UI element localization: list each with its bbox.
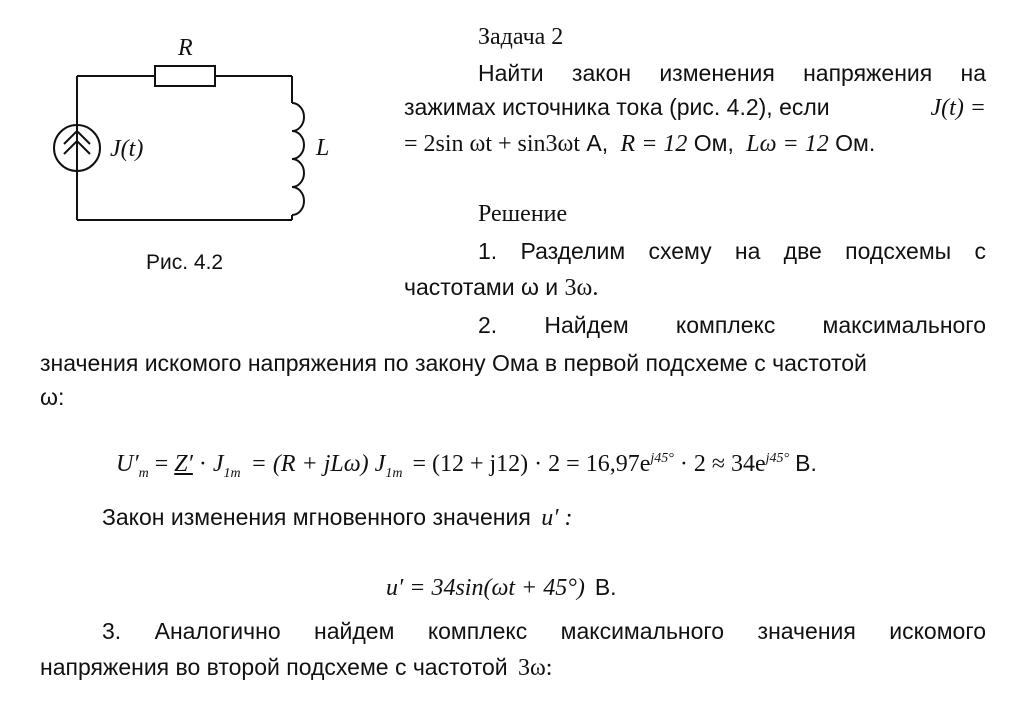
step2-line-1 xyxy=(478,314,986,337)
figure-caption: Рис. 4.2 xyxy=(146,251,224,274)
eq1-exp-1: j45° xyxy=(650,451,674,466)
task-line-3-r: R = 12 xyxy=(620,131,688,157)
eq1-current-2: $J_{1m}$ xyxy=(374,451,403,481)
step1-line-1-text: 1. Разделим схему на две подсхемы с xyxy=(478,238,986,264)
eq2-unit: В. xyxy=(594,574,617,600)
step3-symbol: 3ω: xyxy=(517,655,553,681)
solution-heading: Решение xyxy=(478,201,568,227)
step3-line-1-text: 3. Аналогично найдем комплекс максимального значения искомого xyxy=(102,618,986,644)
step1-line-2-symbol: 3ω. xyxy=(564,275,599,301)
eq1-numeric: = (12 + j12) · 2 = 16,97e xyxy=(412,451,651,477)
step3-line-2-text: напряжения во второй подсхеме с частотой xyxy=(40,654,508,680)
task-title: Задача 2 xyxy=(478,24,564,50)
task-line-3-unit-a: А, xyxy=(586,130,609,156)
step1-line-2-text: частотами ω и xyxy=(404,274,559,300)
task-line-2-formula: J(t) = xyxy=(930,95,986,121)
eq1-unit: В. xyxy=(795,450,817,476)
task-line-3-ohm-1: Ом, xyxy=(693,130,734,156)
task-line-2 xyxy=(404,96,986,120)
step2-line-2: значения искомого напряжения по закону Ома в первой подсхеме с частотой xyxy=(40,350,867,376)
step2-line-1-text: 2. Найдем комплекс максимального xyxy=(478,312,986,338)
eq1-equals: = xyxy=(154,451,175,477)
eq2-formula: u′ = 34sin(ωt + 45°) xyxy=(386,575,585,601)
step2-line-3: ω: xyxy=(40,384,65,410)
task-line-3-ohm-2: Ом. xyxy=(835,130,876,156)
circuit-diagram xyxy=(40,28,360,238)
step1-line-2 xyxy=(404,276,598,300)
step3-line-1 xyxy=(102,620,986,643)
task-line-3 xyxy=(404,132,875,156)
task-line-1 xyxy=(478,62,986,85)
task-line-3-formula: = 2sin ωt + sin3ωt xyxy=(404,131,581,157)
step1-line-1 xyxy=(478,240,986,263)
equation-2 xyxy=(386,574,617,602)
eq1-current: $J_{1m}$ xyxy=(212,451,241,481)
eq1-mid: = (R + jLω) xyxy=(250,451,369,477)
source-label: J(t) xyxy=(110,136,144,162)
eq1-tail: · 2 ≈ 34e xyxy=(673,451,766,477)
law-line xyxy=(102,506,572,530)
task-line-2-text: зажимах источника тока (рис. 4.2), если xyxy=(404,94,830,120)
eq1-dot: · xyxy=(198,451,213,477)
inductor xyxy=(292,103,304,215)
task-line-3-lw: Lω = 12 xyxy=(746,131,829,157)
resistor xyxy=(155,66,215,86)
resistor-label: R xyxy=(178,35,193,61)
inductor-label: L xyxy=(316,135,330,161)
eq1-impedance: Z′ xyxy=(174,451,193,477)
step3-line-2 xyxy=(40,656,552,680)
law-text: Закон изменения мгновенного значения xyxy=(102,504,531,530)
task-line-1-text: Найти закон изменения напряжения на xyxy=(478,60,986,86)
equation-1 xyxy=(116,450,817,481)
eq1-exp-2: j45° xyxy=(765,451,790,466)
eq1-lhs: $U'_m$ xyxy=(116,451,149,481)
law-symbol: u′ : xyxy=(541,505,573,531)
